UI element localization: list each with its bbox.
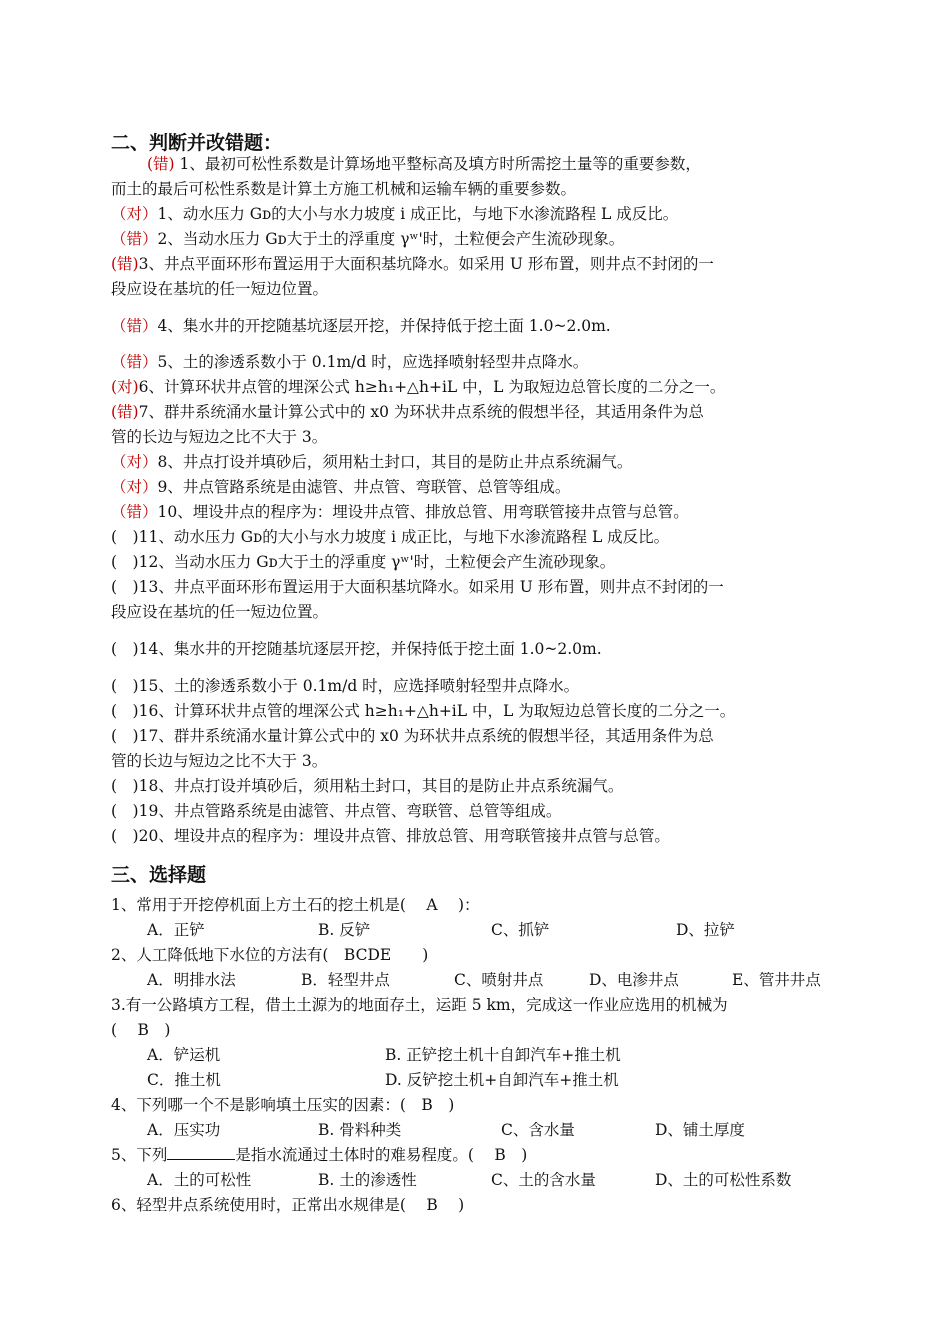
item-text: 7、群井系统涌水量计算公式中的 x0 为环状井点系统的假想半径，其适用条件为总 <box>138 403 704 421</box>
judgement-item-4 <box>111 254 714 274</box>
answer-mark: (错) <box>111 255 139 273</box>
answer-mark: (错) <box>111 403 139 421</box>
answer-blank: ( ) <box>111 802 139 820</box>
choice-question-1: 1、常用于开挖停机面上方土石的挖土机是( A )： <box>111 896 480 914</box>
answer-blank: ( ) <box>111 727 139 745</box>
judgement-item-6 <box>111 352 588 372</box>
judgement-item-1-cont: 而土的最后可松性系数是计算土方施工机械和运输车辆的重要参数。 <box>111 180 577 198</box>
q2-option-a: A．明排水法 <box>147 971 236 989</box>
item-text: 1、最初可松性系数是计算场地平整标高及填方时所需挖土量等的重要参数， <box>174 155 701 173</box>
choice-question-5 <box>111 1145 527 1165</box>
judgement-item-14-cont: 段应设在基坑的任一短边位置。 <box>111 603 329 621</box>
judgement-item-7 <box>111 377 725 397</box>
answer-blank: ( ) <box>111 702 139 720</box>
item-text: 12、当动水压力 Gᴅ大于土的浮重度 γʷ'时，土粒便会产生流砂现象。 <box>138 553 616 571</box>
item-text: 19、井点管路系统是由滤管、井点管、弯联管、总管等组成。 <box>138 802 562 820</box>
answer-mark: （对） <box>111 453 158 471</box>
item-text: 2、当动水压力 Gᴅ大于土的浮重度 γʷ'时，土粒便会产生流砂现象。 <box>157 230 625 248</box>
q1-option-b: B. 反铲 <box>318 921 371 939</box>
answer-mark: （错） <box>111 317 158 335</box>
judgement-item-2 <box>111 204 678 224</box>
judgement-item-21 <box>111 826 670 846</box>
item-text: 18、井点打设并填砂后，须用粘土封口，其目的是防止井点系统漏气。 <box>138 777 624 795</box>
answer-mark: （错） <box>111 353 158 371</box>
judgement-item-5 <box>111 316 611 336</box>
section-3-title: 三、选择题 <box>111 864 207 886</box>
q5-option-d: D、土的可松性系数 <box>655 1171 792 1189</box>
item-text: 16、计算环状井点管的埋深公式 h≥h₁+△h+iL 中，L 为取短边总管长度的二分之一。 <box>138 702 736 720</box>
judgement-item-16 <box>111 676 579 696</box>
judgement-item-11 <box>111 502 689 522</box>
item-text: 1、动水压力 Gᴅ的大小与水力坡度 i 成正比，与地下水渗流路程 L 成反比。 <box>157 205 679 223</box>
q4-option-d: D、铺土厚度 <box>655 1121 745 1139</box>
q5-option-a: A．土的可松性 <box>147 1171 252 1189</box>
item-text: 20、埋设井点的程序为：埋设井点管、排放总管、用弯联管接井点管与总管。 <box>138 827 670 845</box>
q5-option-b: B. 土的渗透性 <box>318 1171 417 1189</box>
judgement-item-10 <box>111 477 570 497</box>
q3-option-c: C．推土机 <box>147 1071 221 1089</box>
answer-mark: （对） <box>111 478 158 496</box>
q4-option-b: B. 骨料种类 <box>318 1121 402 1139</box>
judgement-item-8-cont: 管的长边与短边之比不大于 3。 <box>111 428 328 446</box>
q3-option-d: D. 反铲挖土机+自卸汽车+推土机 <box>385 1071 619 1089</box>
judgement-item-1 <box>147 154 701 174</box>
q3-option-b: B. 正铲挖土机十自卸汽车+推土机 <box>385 1046 621 1064</box>
answer-mark: （对） <box>111 205 158 223</box>
judgement-item-4-cont: 段应设在基坑的任一短边位置。 <box>111 280 329 298</box>
item-text: 4、集水井的开挖随基坑逐层开挖，并保持低于挖土面 1.0~2.0m. <box>157 317 611 335</box>
q5-option-c: C、土的含水量 <box>491 1171 596 1189</box>
q4-option-a: A．压实功 <box>147 1121 221 1139</box>
q4-option-c: C、含水量 <box>501 1121 575 1139</box>
answer-mark: （错） <box>111 503 158 521</box>
fill-blank <box>167 1145 235 1160</box>
item-text: 11、动水压力 Gᴅ的大小与水力坡度 i 成正比，与地下水渗流路程 L 成反比。 <box>138 528 670 546</box>
judgement-item-20 <box>111 801 561 821</box>
judgement-item-19 <box>111 776 623 796</box>
choice-question-4: 4、下列哪一个不是影响填土压实的因素：( B ) <box>111 1096 455 1114</box>
item-text: 5、土的渗透系数小于 0.1m/d 时，应选择喷射轻型井点降水。 <box>157 353 589 371</box>
judgement-item-18-cont: 管的长边与短边之比不大于 3。 <box>111 752 328 770</box>
item-text: 17、群井系统涌水量计算公式中的 x0 为环状井点系统的假想半径，其适用条件为总 <box>138 727 714 745</box>
answer-blank: ( ) <box>111 777 139 795</box>
answer-mark: (错) <box>147 155 175 173</box>
q1-option-a: A．正铲 <box>147 921 205 939</box>
judgement-item-12 <box>111 527 669 547</box>
item-text: 6、计算环状井点管的埋深公式 h≥h₁+△h+iL 中，L 为取短边总管长度的二分之一。 <box>138 378 726 396</box>
answer-blank: ( ) <box>111 677 139 695</box>
q1-option-d: D、拉铲 <box>676 921 735 939</box>
q3-option-a: A．铲运机 <box>147 1046 221 1064</box>
q2-option-c: C、喷射井点 <box>454 971 544 989</box>
choice-question-2: 2、人工降低地下水位的方法有( BCDE ) <box>111 946 429 964</box>
answer-blank: ( ) <box>111 640 139 658</box>
section-2-title: 二、判断并改错题： <box>111 132 283 154</box>
item-text: 8、井点打设并填砂后，须用粘土封口，其目的是防止井点系统漏气。 <box>157 453 633 471</box>
item-text: 15、土的渗透系数小于 0.1m/d 时，应选择喷射轻型井点降水。 <box>138 677 580 695</box>
choice-question-6: 6、轻型井点系统使用时，正常出水规律是( B ) <box>111 1196 465 1214</box>
item-text: 14、集水井的开挖随基坑逐层开挖，并保持低于挖土面 1.0~2.0m. <box>138 640 602 658</box>
judgement-item-15 <box>111 639 602 659</box>
answer-blank: ( ) <box>111 827 139 845</box>
judgement-item-14 <box>111 577 724 597</box>
judgement-item-9 <box>111 452 632 472</box>
q1-option-c: C、抓铲 <box>491 921 550 939</box>
choice-question-3: 3.有一公路填方工程，借土土源为的地面存土，运距 5 km，完成这一作业应选用的机械为 <box>111 996 728 1014</box>
answer-blank: ( ) <box>111 528 139 546</box>
answer-mark: （错） <box>111 230 158 248</box>
q5-prefix: 5、下列 <box>111 1146 168 1164</box>
q2-option-d: D、电渗井点 <box>589 971 679 989</box>
judgement-item-13 <box>111 552 615 572</box>
item-text: 3、井点平面环形布置运用于大面积基坑降水。如采用 U 形布置，则井点不封闭的一 <box>138 255 714 273</box>
answer-blank: ( ) <box>111 578 139 596</box>
item-text: 13、井点平面环形布置运用于大面积基坑降水。如采用 U 形布置，则井点不封闭的一 <box>138 578 724 596</box>
item-text: 10、埋设井点的程序为：埋设井点管、排放总管、用弯联管接井点管与总管。 <box>157 503 689 521</box>
judgement-item-18 <box>111 726 714 746</box>
q5-suffix: 是指水流通过土体时的难易程度。( B ) <box>235 1146 528 1164</box>
item-text: 9、井点管路系统是由滤管、井点管、弯联管、总管等组成。 <box>157 478 571 496</box>
judgement-item-3 <box>111 229 624 249</box>
q2-option-b: B．轻型井点 <box>301 971 390 989</box>
choice-question-3-cont: ( B ) <box>111 1021 171 1039</box>
judgement-item-8 <box>111 402 704 422</box>
q2-option-e: E、管井井点 <box>732 971 821 989</box>
answer-mark: (对) <box>111 378 139 396</box>
judgement-item-17 <box>111 701 735 721</box>
answer-blank: ( ) <box>111 553 139 571</box>
